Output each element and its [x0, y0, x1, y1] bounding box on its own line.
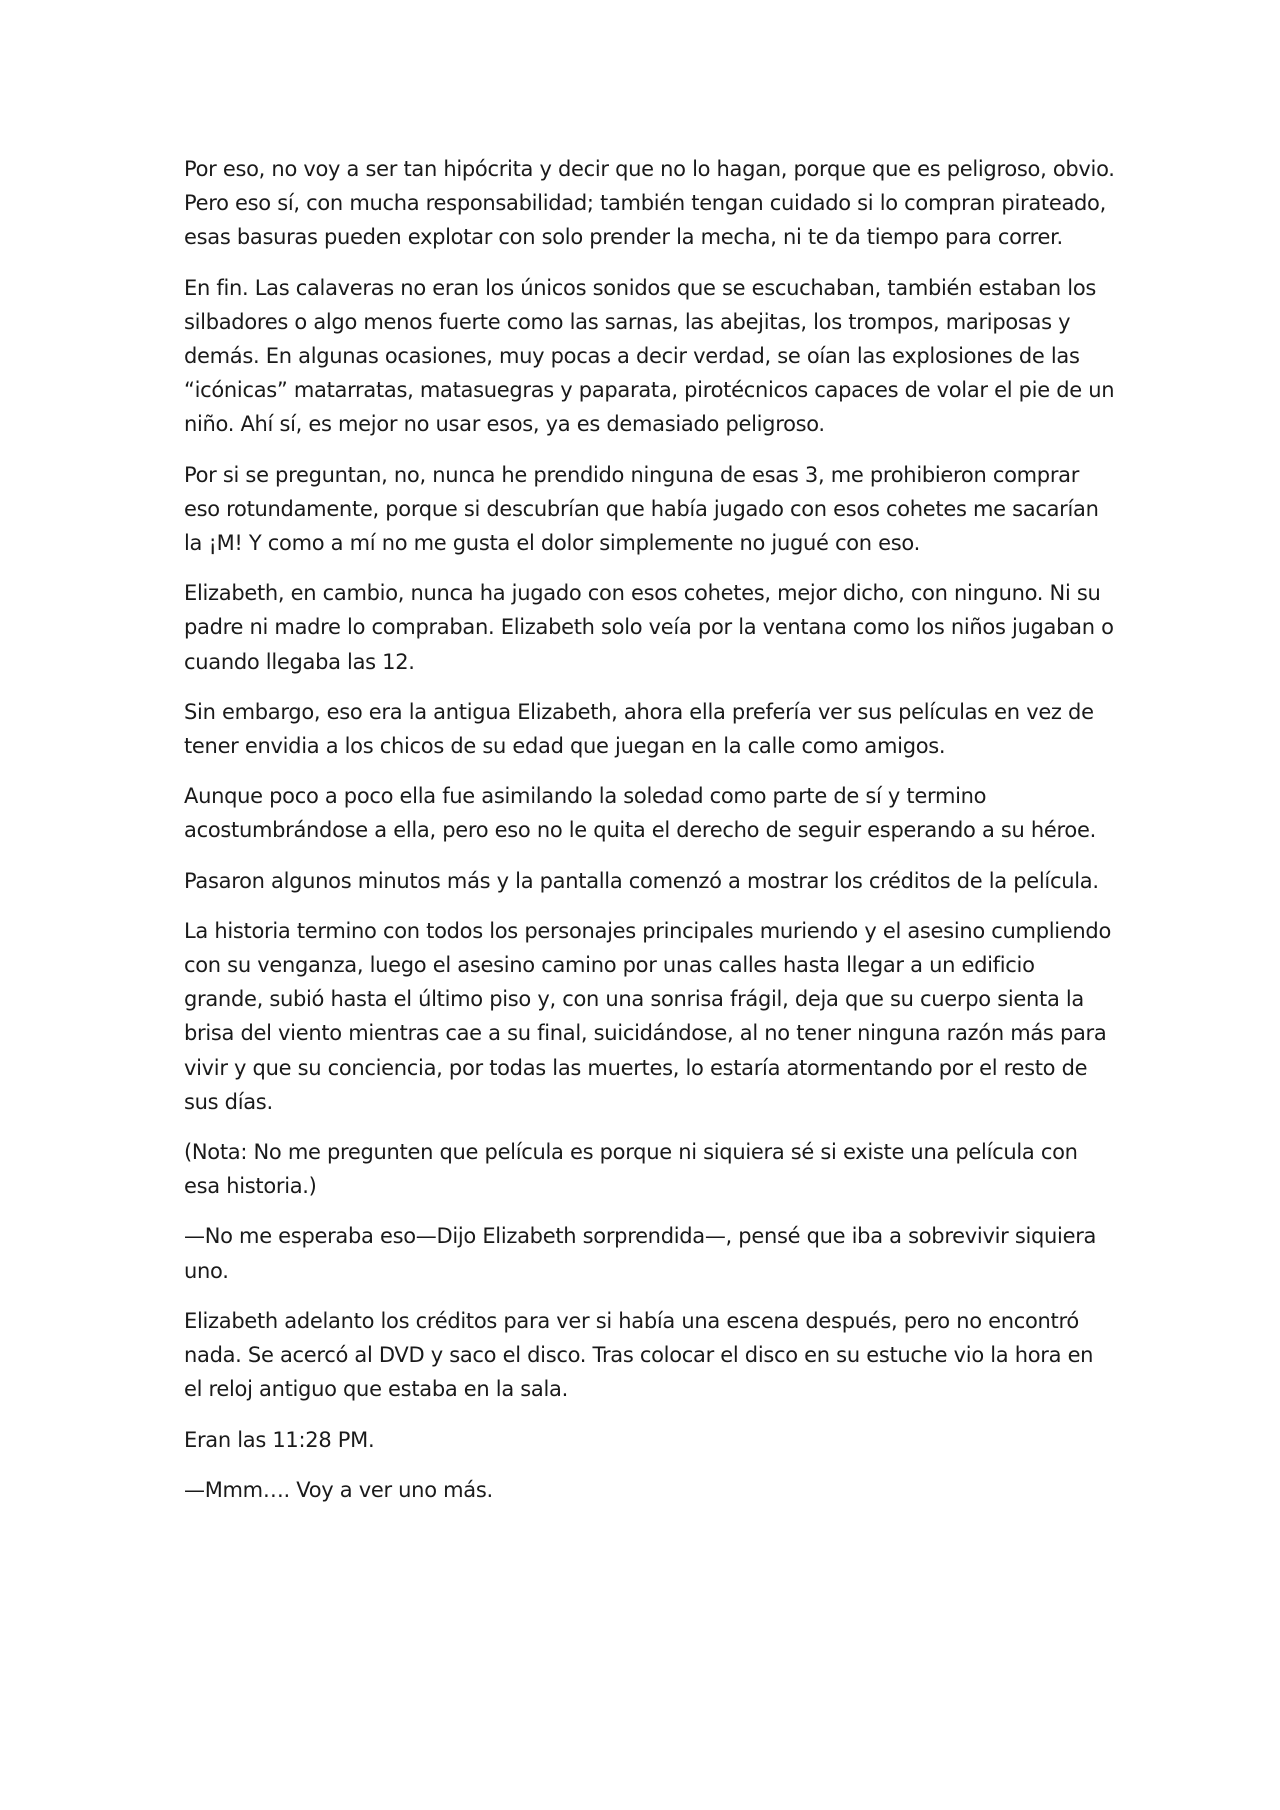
paragraph: Elizabeth, en cambio, nunca ha jugado con esos cohetes, mejor dicho, con ninguno. Ni su padre ni madre lo compraban. Elizabeth solo veía por la ventana como los niños jugaban o cuando llegaba las 12.	[184, 581, 1114, 674]
paragraph: Por si se preguntan, no, nunca he prendido ninguna de esas 3, me prohibieron comprar eso rotundamente, porque si descubrían que había jugado con esos cohetes me sacarían la ¡M! Y como a mí no me gusta el dolor simplemente no jugué con eso.	[184, 462, 1099, 556]
dialogue-paragraph: —No me esperaba eso—Dijo Elizabeth sorprendida—, pensé que iba a sobrevivir siquiera uno.	[184, 1224, 1097, 1283]
paragraph: Por eso, no voy a ser tan hipócrita y decir que no lo hagan, porque que es peligroso, obvio. Pero eso sí, con mucha responsabilidad; también tengan cuidado si lo compran pirateado, esas basuras pueden explotar con solo prender la mecha, ni te da tiempo para correr.	[184, 157, 1115, 250]
dialogue-paragraph: —Mmm…. Voy a ver uno más.	[184, 1477, 493, 1502]
paragraph: La historia termino con todos los personajes principales muriendo y el asesino cumpliendo con su venganza, luego el asesino camino por unas calles hasta llegar a un edificio grande, subió hasta el último piso y, con una sonrisa frágil, deja que su cuerpo sienta la brisa del viento mientras cae a su final, suicidándose, al no tener ninguna razón más para vivir y que su conciencia, por todas las muertes, lo estaría atormentando por el resto de sus días.	[184, 918, 1112, 1114]
paragraph: Elizabeth adelanto los créditos para ver si había una escena después, pero no encontró nada. Se acercó al DVD y saco el disco. Tras colocar el disco en su estuche vio la hora en el reloj antiguo que estaba en la sala.	[184, 1308, 1094, 1402]
paragraph: Eran las 11:28 PM.	[184, 1427, 375, 1452]
paragraph: Pasaron algunos minutos más y la pantalla comenzó a mostrar los créditos de la película.	[184, 868, 1099, 893]
document-body	[184, 152, 1116, 1523]
paragraph: En fin. Las calaveras no eran los únicos sonidos que se escuchaban, también estaban los silbadores o algo menos fuerte como las sarnas, las abejitas, los trompos, mariposas y demás. En algunas ocasiones, muy pocas a decir verdad, se oían las explosiones de las “icónicas” matarratas, matasuegras y paparata, pirotécnicos capaces de volar el pie de un niño. Ahí sí, es mejor no usar esos, ya es demasiado peligroso.	[184, 275, 1115, 437]
paragraph: (Nota: No me pregunten que película es porque ni siquiera sé si existe una película con esa historia.)	[184, 1140, 1078, 1199]
paragraph: Aunque poco a poco ella fue asimilando la soledad como parte de sí y termino acostumbrándose a ella, pero eso no le quita el derecho de seguir esperando a su héroe.	[184, 784, 1096, 843]
paragraph: Sin embargo, eso era la antigua Elizabeth, ahora ella prefería ver sus películas en vez de tener envidia a los chicos de su edad que juegan en la calle como amigos.	[184, 699, 1094, 759]
